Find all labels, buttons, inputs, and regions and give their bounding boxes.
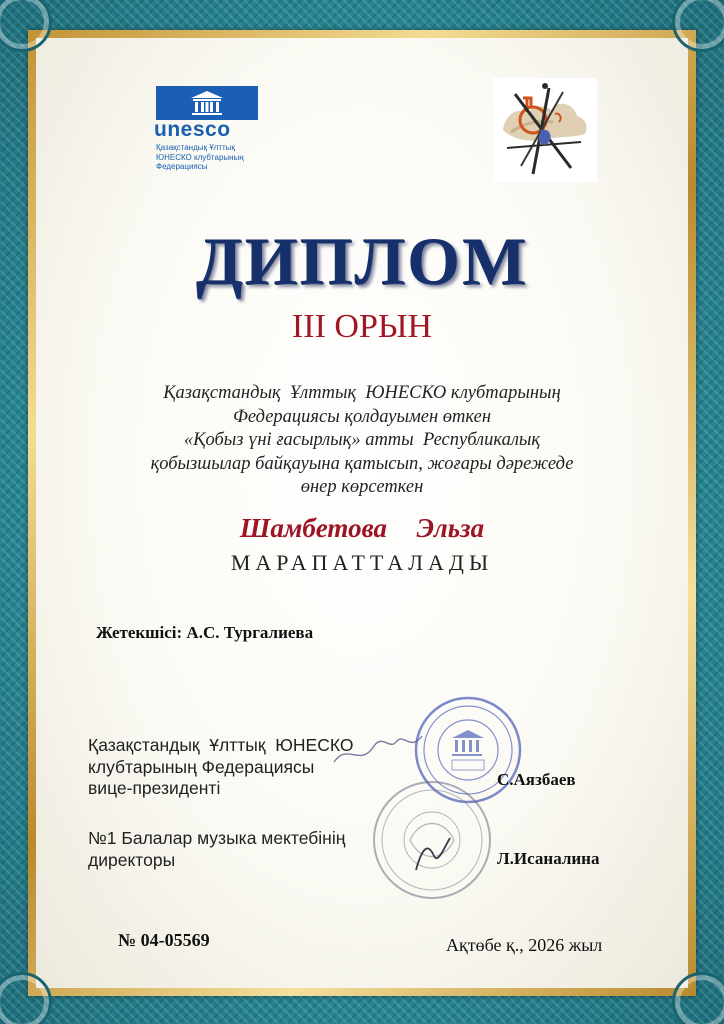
leader-line: Жетекшісі: А.С. Тургалиева xyxy=(96,623,314,642)
unesco-wordmark: unesco xyxy=(154,118,231,141)
second-signatory-name: Л.Исаналина xyxy=(497,849,600,868)
description-line: «Қобыз үні ғасырлық» атты Республикалық xyxy=(183,430,541,450)
unesco-logo-icon xyxy=(156,86,258,120)
signatory-title-line: вице-президенті xyxy=(88,778,221,798)
first-signatory-title xyxy=(88,735,353,800)
description-line: Қазақстандық Ұлттық ЮНЕСКО клубтарының xyxy=(163,383,561,403)
signatory-title-line: клубтарының Федерациясы xyxy=(88,756,315,777)
school-stamp-icon xyxy=(370,778,494,902)
kobyz-emblem-icon xyxy=(493,78,597,182)
unesco-subtitle-line: ЮНЕСКО клубтарының xyxy=(156,152,244,162)
signatory-title-line: №1 Балалар музыка мектебінің xyxy=(88,828,346,848)
first-signatory-name: С.Аязбаев xyxy=(497,770,576,789)
recipient-name: Шамбетова Эльза xyxy=(239,513,485,543)
frame-corner-ornament xyxy=(672,972,724,1024)
diploma-title: ДИПЛОМ xyxy=(195,223,529,299)
city-date: Ақтөбе қ., 2026 жыл xyxy=(446,935,603,955)
description-line: Федерациясы қолдауымен өткен xyxy=(232,406,491,427)
unesco-subtitle-line: Қазақстандық Ұлттық xyxy=(156,143,235,152)
award-description xyxy=(100,382,624,500)
document-number: № 04-05569 xyxy=(118,930,210,950)
award-place: III ОРЫН xyxy=(291,308,433,345)
unesco-subtitle xyxy=(156,143,266,172)
awarded-label: МАРАПАТТАЛАДЫ xyxy=(230,550,494,575)
second-signatory-title xyxy=(88,828,345,871)
description-line: өнер көрсеткен xyxy=(300,477,424,497)
unesco-subtitle-line: Федерациясы xyxy=(156,162,208,171)
description-line: қобызшылар байқауына қатысып, жоғары дәрежеде xyxy=(150,453,574,474)
signatory-title-line: директоры xyxy=(88,849,176,870)
unesco-temple-icon xyxy=(188,89,226,117)
signatory-title-line: Қазақстандық Ұлттық ЮНЕСКО xyxy=(88,735,354,755)
